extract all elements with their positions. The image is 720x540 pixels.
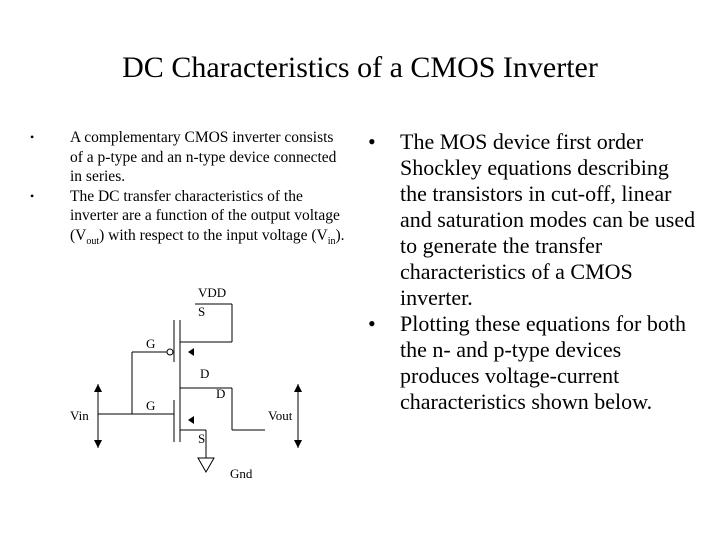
left-bullet-list xyxy=(30,128,350,245)
pmos-drain-label: D xyxy=(200,366,210,381)
right-bullet-item xyxy=(368,311,698,415)
left-bullet-item xyxy=(30,187,350,246)
bullet-icon: • xyxy=(368,129,376,154)
ground-icon xyxy=(198,458,214,472)
right-bullet-list xyxy=(368,129,698,415)
subscript-in: in xyxy=(327,235,336,247)
vout-up-arrow-icon xyxy=(294,384,302,392)
gnd-label: Gnd xyxy=(230,466,253,481)
nmos-arrow-icon xyxy=(188,416,194,424)
text-part: ) with respect to the input voltage (V xyxy=(99,226,328,244)
bullet-icon: • xyxy=(368,311,376,336)
pmos-source-label: S xyxy=(198,304,206,319)
bullet-icon: • xyxy=(30,130,35,144)
nmos-drain-label: D xyxy=(216,386,226,401)
right-bullet-text: The MOS device first order Shockley equations describing the transistors in cut-off, linear and saturation modes can be used to generate the transfer characteristics of a CMOS inverter. xyxy=(400,129,696,310)
text-part: The DC transfer characteristics of the inverter are a function of the output voltage (V xyxy=(70,187,340,244)
vdd-label: VDD xyxy=(198,285,227,300)
nmos-source-label: S xyxy=(198,431,206,446)
text-part: ). xyxy=(335,226,345,244)
cmos-inverter-schematic xyxy=(70,280,330,485)
left-bullet-item xyxy=(30,128,350,187)
right-bullet-item xyxy=(368,129,698,311)
nmos-gate-label: G xyxy=(146,398,156,413)
vout-down-arrow-icon xyxy=(294,440,302,448)
right-bullet-text: Plotting these equations for both the n- and p-type devices produces voltage-current characteristics shown below. xyxy=(400,311,686,414)
slide-title: DC Characteristics of a CMOS Inverter xyxy=(122,51,598,84)
pmos-bubble xyxy=(167,349,173,355)
left-bullet-text xyxy=(70,187,350,246)
pmos-gate-label: G xyxy=(146,336,156,351)
vout-label: Vout xyxy=(268,408,293,423)
subscript-out: out xyxy=(86,235,100,247)
bullet-icon: • xyxy=(30,188,35,203)
vin-up-arrow-icon xyxy=(94,384,102,392)
vin-down-arrow-icon xyxy=(94,440,102,448)
pmos-arrow-icon xyxy=(188,348,194,356)
vin-label: Vin xyxy=(70,408,89,423)
left-bullet-text: A complementary CMOS inverter consists of a p-type and an n-type device connected in series. xyxy=(70,129,337,185)
